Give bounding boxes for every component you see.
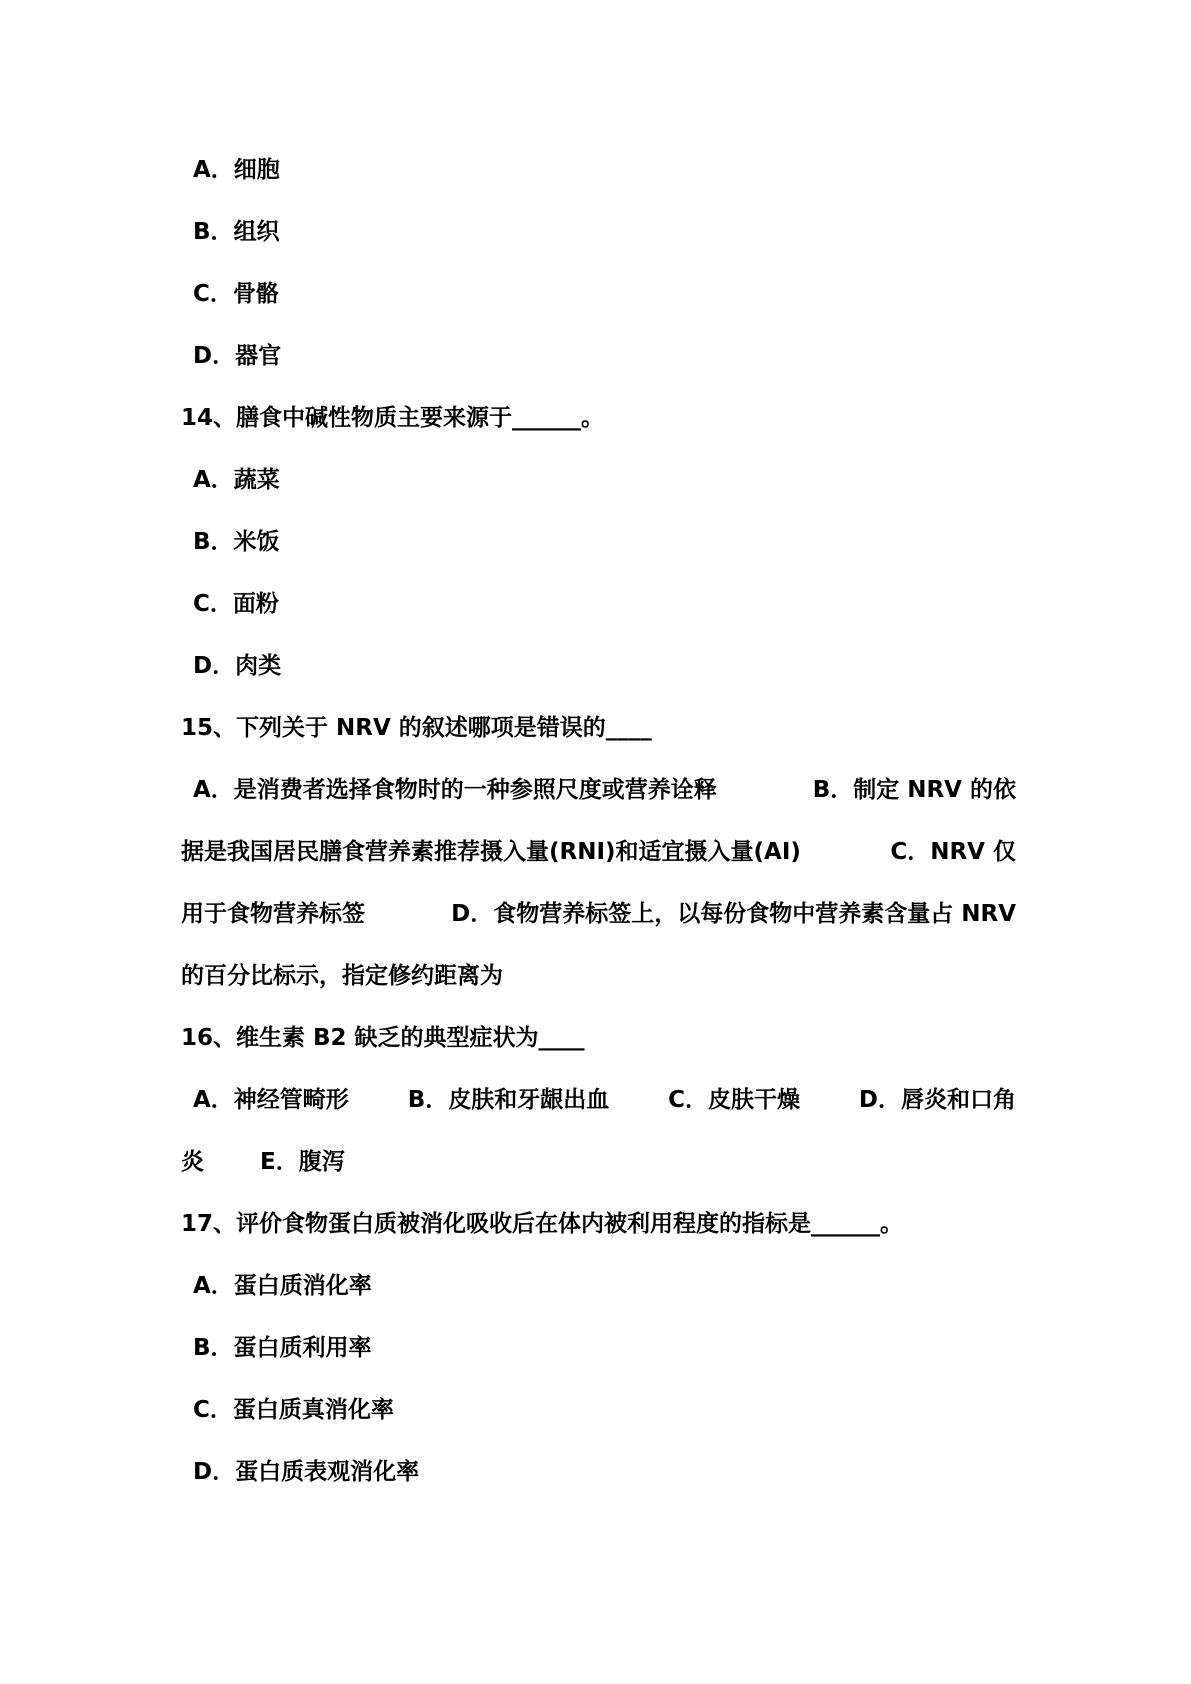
q13-option-c: C．骨骼 xyxy=(193,281,279,307)
q14-stem: 14、膳食中碱性物质主要来源于______。 xyxy=(181,405,605,431)
q17-stem: 17、评价食物蛋白质被消化吸收后在体内被利用程度的指标是______。 xyxy=(181,1211,904,1237)
q16-options-line-1 xyxy=(193,1085,1016,1115)
q15-option-a: A．是消费者选择食物时的一种参照尺度或营养诠释 xyxy=(193,777,717,803)
q14-option-d: D．肉类 xyxy=(193,653,282,679)
q17-option-b: B．蛋白质利用率 xyxy=(193,1335,372,1361)
q16-option-d-end: 炎 xyxy=(181,1149,204,1175)
q15-options-line-3 xyxy=(181,899,1016,929)
q16-option-b: B．皮肤和牙龈出血 xyxy=(407,1087,610,1113)
q17-option-d: D．蛋白质表观消化率 xyxy=(193,1459,420,1485)
q16-option-a: A．神经管畸形 xyxy=(193,1087,349,1113)
q15-option-b-end: 据是我国居民膳食营养素推荐摄入量(RNI)和适宜摄入量(AI) xyxy=(181,839,801,865)
q15-options-line-1 xyxy=(193,775,1016,805)
q14-option-a: A．蔬菜 xyxy=(193,467,280,493)
q17-option-c: C．蛋白质真消化率 xyxy=(193,1397,394,1423)
q15-option-c-start: C．NRV 仅 xyxy=(890,839,1016,865)
q15-option-d-end: 的百分比标示，指定修约距离为 xyxy=(181,963,503,989)
q16-option-c: C．皮肤干燥 xyxy=(668,1087,801,1113)
q15-stem: 15、下列关于 NRV 的叙述哪项是错误的____ xyxy=(181,715,652,741)
q13-option-d: D．器官 xyxy=(193,343,282,369)
q14-option-c: C．面粉 xyxy=(193,591,279,617)
q16-option-e: E．腹泻 xyxy=(260,1149,345,1175)
q17-option-a: A．蛋白质消化率 xyxy=(193,1273,372,1299)
q15-option-c-end: 用于食物营养标签 xyxy=(181,901,365,927)
q15-options-line-2 xyxy=(181,837,1016,867)
q16-options-line-2 xyxy=(181,1147,345,1177)
q15-option-d-start: D．食物营养标签上，以每份食物中营养素含量占 NRV xyxy=(451,901,1016,927)
q15-option-b-start: B．制定 NRV 的依 xyxy=(812,777,1016,803)
q13-option-b: B．组织 xyxy=(193,219,280,245)
q13-option-a: A．细胞 xyxy=(193,157,280,183)
q16-stem: 16、维生素 B2 缺乏的典型症状为____ xyxy=(181,1025,585,1051)
q16-option-d-start: D．唇炎和口角 xyxy=(858,1087,1016,1113)
q14-option-b: B．米饭 xyxy=(193,529,280,555)
